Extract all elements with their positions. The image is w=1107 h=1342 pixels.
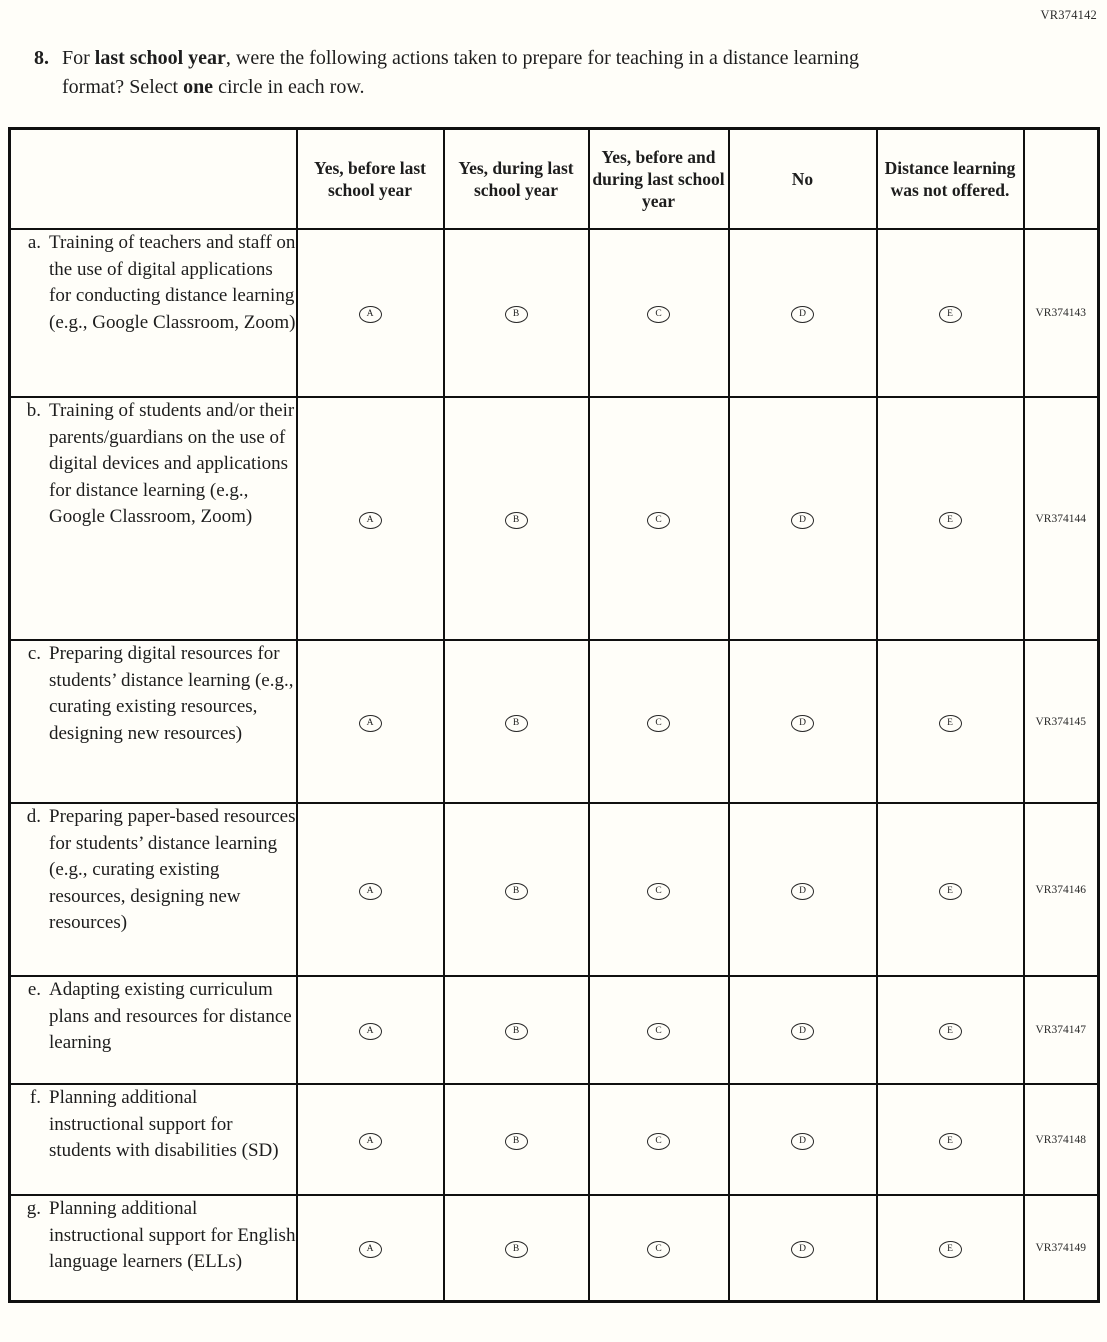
column-header-yes-before: Yes, before last school year (297, 129, 444, 230)
table-row (10, 640, 1099, 803)
column-header-yes-before-and-during: Yes, before and during last school year (589, 129, 729, 230)
answer-grid (8, 127, 1100, 1303)
row-letter: f. (29, 1087, 41, 1108)
answer-bubble-c[interactable]: C (647, 1241, 670, 1258)
column-header-not-offered: Distance learning was not offered. (877, 129, 1024, 230)
option-cell (589, 229, 729, 397)
row-code: VR374146 (1024, 803, 1099, 976)
question-text-bold: one (183, 76, 214, 98)
option-cell (297, 640, 444, 803)
option-cell (297, 229, 444, 397)
row-label: Training of teachers and staff on the use of digital applications for conducting distance learning (e.g., Google Classroom, Zoom) (49, 232, 296, 333)
option-cell (297, 976, 444, 1084)
answer-bubble-a[interactable]: A (359, 1023, 382, 1040)
answer-bubble-b[interactable]: B (505, 1241, 528, 1258)
option-cell (444, 1195, 589, 1302)
row-label-cell (10, 229, 297, 397)
answer-bubble-c[interactable]: C (647, 715, 670, 732)
answer-bubble-a[interactable]: A (359, 512, 382, 529)
page-form-code: VR374142 (1040, 8, 1097, 22)
table-row (10, 803, 1099, 976)
answer-bubble-b[interactable]: B (505, 1023, 528, 1040)
option-cell (729, 976, 877, 1084)
answer-bubble-b[interactable]: B (505, 512, 528, 529)
option-cell (729, 803, 877, 976)
answer-bubble-e[interactable]: E (939, 1023, 962, 1040)
row-code: VR374149 (1024, 1195, 1099, 1302)
row-code: VR374143 (1024, 229, 1099, 397)
answer-bubble-d[interactable]: D (791, 512, 814, 529)
answer-bubble-a[interactable]: A (359, 1241, 382, 1258)
option-cell (877, 976, 1024, 1084)
row-label-cell (10, 803, 297, 976)
column-header-blank (10, 129, 297, 230)
answer-bubble-c[interactable]: C (647, 883, 670, 900)
answer-bubble-e[interactable]: E (939, 883, 962, 900)
row-label: Planning additional instructional support for English language learners (ELLs) (49, 1198, 296, 1272)
answer-bubble-c[interactable]: C (647, 1133, 670, 1150)
answer-bubble-d[interactable]: D (791, 883, 814, 900)
question-text-segment: For (62, 47, 95, 69)
answer-bubble-e[interactable]: E (939, 715, 962, 732)
option-cell (729, 1195, 877, 1302)
answer-bubble-d[interactable]: D (791, 715, 814, 732)
question-number: 8. (34, 47, 49, 69)
option-cell (729, 229, 877, 397)
question-text-segment: circle in each row. (213, 76, 365, 98)
row-letter: a. (27, 232, 41, 253)
option-cell (589, 803, 729, 976)
option-cell (297, 803, 444, 976)
answer-bubble-c[interactable]: C (647, 306, 670, 323)
table-row (10, 1084, 1099, 1195)
question-block (0, 0, 1107, 102)
answer-bubble-b[interactable]: B (505, 715, 528, 732)
table-row (10, 976, 1099, 1084)
answer-bubble-b[interactable]: B (505, 1133, 528, 1150)
answer-bubble-a[interactable]: A (359, 715, 382, 732)
option-cell (877, 397, 1024, 640)
answer-bubble-e[interactable]: E (939, 1133, 962, 1150)
question-text (62, 44, 918, 102)
answer-bubble-b[interactable]: B (505, 883, 528, 900)
option-cell (444, 640, 589, 803)
row-code: VR374145 (1024, 640, 1099, 803)
option-cell (444, 803, 589, 976)
column-header-yes-during: Yes, during last school year (444, 129, 589, 230)
option-cell (589, 1195, 729, 1302)
answer-bubble-d[interactable]: D (791, 1241, 814, 1258)
row-letter: e. (27, 979, 41, 1000)
row-code: VR374148 (1024, 1084, 1099, 1195)
row-label-cell (10, 397, 297, 640)
option-cell (877, 1195, 1024, 1302)
answer-bubble-b[interactable]: B (505, 306, 528, 323)
option-cell (297, 1084, 444, 1195)
table-row (10, 397, 1099, 640)
row-code: VR374147 (1024, 976, 1099, 1084)
answer-bubble-d[interactable]: D (791, 1023, 814, 1040)
option-cell (589, 976, 729, 1084)
option-cell (444, 1084, 589, 1195)
answer-bubble-e[interactable]: E (939, 512, 962, 529)
answer-bubble-e[interactable]: E (939, 306, 962, 323)
option-cell (877, 1084, 1024, 1195)
row-label: Adapting existing curriculum plans and resources for distance learning (49, 979, 292, 1053)
table-row (10, 1195, 1099, 1302)
answer-bubble-e[interactable]: E (939, 1241, 962, 1258)
row-letter: g. (26, 1198, 41, 1219)
answer-bubble-c[interactable]: C (647, 1023, 670, 1040)
row-letter: b. (26, 400, 41, 421)
row-label-cell (10, 1084, 297, 1195)
column-header-no: No (729, 129, 877, 230)
option-cell (729, 1084, 877, 1195)
option-cell (297, 1195, 444, 1302)
row-code: VR374144 (1024, 397, 1099, 640)
answer-bubble-d[interactable]: D (791, 1133, 814, 1150)
answer-bubble-c[interactable]: C (647, 512, 670, 529)
question-text-bold: last school year (94, 47, 226, 69)
row-label-cell (10, 640, 297, 803)
option-cell (589, 397, 729, 640)
answer-bubble-a[interactable]: A (359, 1133, 382, 1150)
option-cell (729, 640, 877, 803)
option-cell (444, 397, 589, 640)
row-label-cell (10, 976, 297, 1084)
row-label: Preparing paper-based resources for students’ distance learning (e.g., curating existing resources, designing new resources) (49, 806, 296, 933)
option-cell (444, 976, 589, 1084)
row-label: Planning additional instructional support for students with disabilities (SD) (49, 1087, 279, 1161)
row-label: Training of students and/or their parents/guardians on the use of digital devices and applications for distance learning (e.g., Google Classroom, Zoom) (49, 400, 295, 527)
option-cell (729, 397, 877, 640)
option-cell (444, 229, 589, 397)
option-cell (877, 229, 1024, 397)
option-cell (877, 640, 1024, 803)
column-header-code-blank (1024, 129, 1099, 230)
option-cell (877, 803, 1024, 976)
row-letter: d. (26, 806, 41, 827)
row-label-cell (10, 1195, 297, 1302)
answer-bubble-a[interactable]: A (359, 883, 382, 900)
answer-rows (10, 229, 1099, 1302)
option-cell (589, 640, 729, 803)
row-letter: c. (27, 643, 41, 664)
answer-bubble-a[interactable]: A (359, 306, 382, 323)
option-cell (297, 397, 444, 640)
option-cell (589, 1084, 729, 1195)
table-row (10, 229, 1099, 397)
question-text-segment: , were the following actions taken to prepare for teaching in a distance learning format? Select (62, 47, 859, 98)
header-row (10, 129, 1099, 230)
answer-bubble-d[interactable]: D (791, 306, 814, 323)
row-label: Preparing digital resources for students’ distance learning (e.g., curating existing resources, designing new resources) (49, 643, 294, 744)
